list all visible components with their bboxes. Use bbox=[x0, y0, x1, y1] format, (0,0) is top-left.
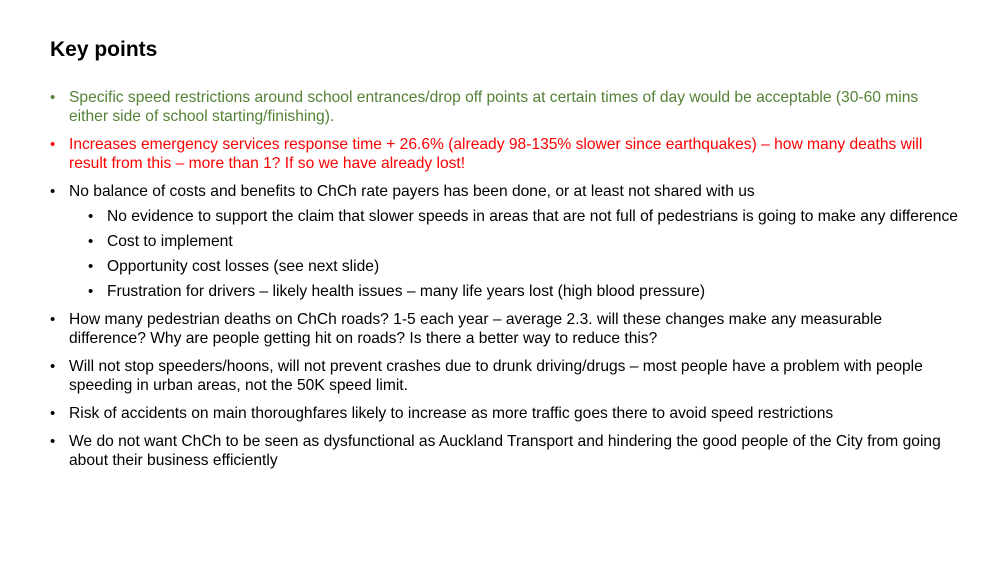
slide-title: Key points bbox=[50, 38, 158, 61]
bullet-text: Risk of accidents on main thoroughfares likely to increase as more traffic goes there to avoid speed restrictions bbox=[69, 405, 834, 422]
sub-bullet-no-evidence bbox=[88, 207, 960, 226]
bullet-auckland-transport bbox=[50, 432, 960, 470]
bullet-text: Increases emergency services response time + 26.6% (already 98-135% slower since earthquakes) – how many deaths will result from this – more than 1? If so we have already lost! bbox=[69, 136, 923, 172]
bullet-emergency-response bbox=[50, 135, 960, 173]
bullet-speeders bbox=[50, 357, 960, 395]
sub-bullet-list bbox=[69, 207, 960, 301]
bullet-text: How many pedestrian deaths on ChCh roads? 1-5 each year – average 2.3. will these changes make any measurable difference? Why are people getting hit on roads? Is there a better way to reduce this? bbox=[69, 311, 883, 347]
bullet-cost-benefit bbox=[50, 182, 960, 301]
bullet-list bbox=[50, 88, 960, 479]
bullet-text: We do not want ChCh to be seen as dysfunctional as Auckland Transport and hindering the good people of the City from going about their business efficiently bbox=[69, 433, 941, 469]
bullet-thoroughfare-risk bbox=[50, 404, 960, 423]
bullet-text: No balance of costs and benefits to ChCh rate payers has been done, or at least not shared with us bbox=[69, 183, 755, 200]
bullet-pedestrian-deaths bbox=[50, 310, 960, 348]
bullet-text: Will not stop speeders/hoons, will not prevent crashes due to drunk driving/drugs – most people have a problem with people speeding in urban areas, not the 50K speed limit. bbox=[69, 358, 923, 394]
bullet-school-restrictions bbox=[50, 88, 960, 126]
sub-bullet-frustration bbox=[88, 282, 960, 301]
sub-bullet-text: No evidence to support the claim that slower speeds in areas that are not full of pedestrians is going to make any difference bbox=[107, 208, 958, 225]
bullet-text: Specific speed restrictions around school entrances/drop off points at certain times of day would be acceptable (30-60 mins either side of school starting/finishing). bbox=[69, 89, 919, 125]
sub-bullet-text: Cost to implement bbox=[107, 233, 233, 250]
sub-bullet-text: Frustration for drivers – likely health issues – many life years lost (high blood pressure) bbox=[107, 283, 706, 300]
sub-bullet-cost-implement bbox=[88, 232, 960, 251]
sub-bullet-opportunity-cost bbox=[88, 257, 960, 276]
sub-bullet-text: Opportunity cost losses (see next slide) bbox=[107, 258, 380, 275]
